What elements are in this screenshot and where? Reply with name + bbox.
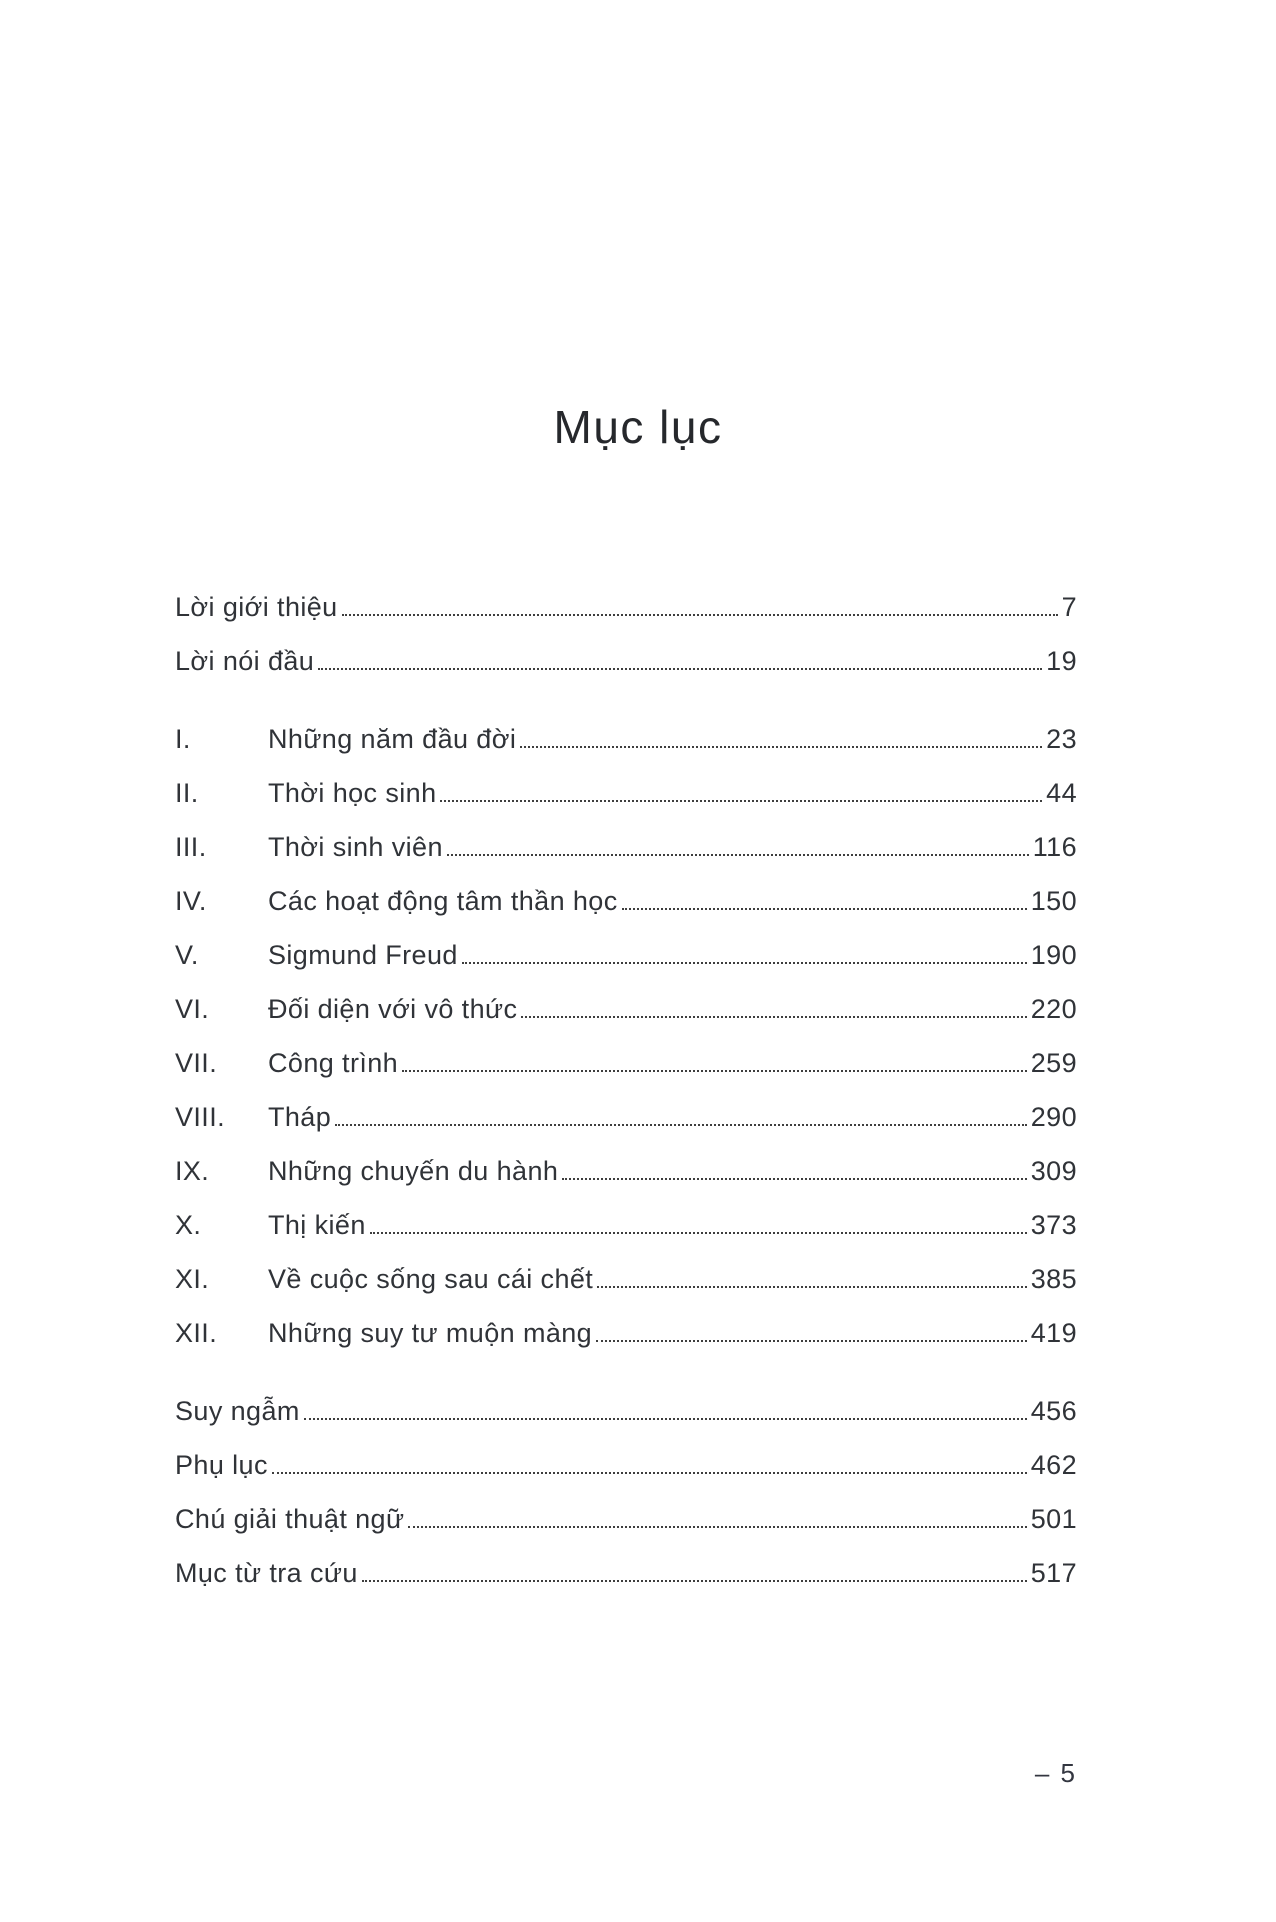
dot-leader bbox=[335, 1124, 1027, 1126]
chapter-numeral: VI. bbox=[175, 994, 210, 1025]
dot-leader bbox=[318, 668, 1042, 670]
section-back-matter bbox=[175, 1385, 1077, 1601]
section-front-matter bbox=[175, 581, 1077, 689]
dot-leader bbox=[370, 1232, 1027, 1234]
toc-entry-label: Công trình bbox=[268, 1048, 399, 1079]
toc-entry-page: 462 bbox=[1030, 1450, 1077, 1481]
toc-chapter-entry bbox=[175, 1037, 1077, 1091]
dot-leader bbox=[408, 1526, 1026, 1528]
toc-entry-label: Lời nói đầu bbox=[175, 646, 315, 677]
chapter-numeral: IV. bbox=[175, 886, 207, 917]
dot-leader bbox=[462, 962, 1027, 964]
toc-entry-page: 220 bbox=[1030, 994, 1077, 1025]
toc-entry-page: 373 bbox=[1030, 1210, 1077, 1241]
section-chapters bbox=[175, 713, 1077, 1361]
toc-entry bbox=[175, 581, 1077, 635]
chapter-numeral: XI. bbox=[175, 1264, 210, 1295]
toc-entry-page: 19 bbox=[1046, 646, 1077, 677]
chapter-numeral: VII. bbox=[175, 1048, 218, 1079]
toc-chapter-entry bbox=[175, 1199, 1077, 1253]
toc-entry-page: 259 bbox=[1030, 1048, 1077, 1079]
toc-entry-page: 290 bbox=[1030, 1102, 1077, 1133]
toc-entry bbox=[175, 1439, 1077, 1493]
toc-entry-page: 309 bbox=[1030, 1156, 1077, 1187]
toc-entry-label: Lời giới thiệu bbox=[175, 592, 338, 623]
chapter-numeral: VIII. bbox=[175, 1102, 226, 1133]
dot-leader bbox=[562, 1178, 1026, 1180]
dot-leader bbox=[520, 746, 1042, 748]
toc-entry-label: Thị kiến bbox=[268, 1210, 366, 1241]
toc-entry-page: 190 bbox=[1030, 940, 1077, 971]
toc-chapter-entry bbox=[175, 1091, 1077, 1145]
dot-leader bbox=[402, 1070, 1027, 1072]
table-of-contents bbox=[0, 581, 1276, 1601]
chapter-numeral: V. bbox=[175, 940, 199, 971]
toc-entry-page: 23 bbox=[1046, 724, 1077, 755]
toc-entry-label: Sigmund Freud bbox=[268, 940, 458, 971]
toc-entry-label: Mục từ tra cứu bbox=[175, 1558, 358, 1589]
dot-leader bbox=[596, 1340, 1027, 1342]
dot-leader bbox=[362, 1580, 1027, 1582]
toc-entry-page: 150 bbox=[1030, 886, 1077, 917]
page-title: Mục lục bbox=[553, 401, 723, 453]
toc-entry-page: 517 bbox=[1030, 1558, 1077, 1589]
dot-leader bbox=[622, 908, 1027, 910]
toc-chapter-entry bbox=[175, 1253, 1077, 1307]
toc-entry-page: 456 bbox=[1030, 1396, 1077, 1427]
toc-entry-label: Các hoạt động tâm thần học bbox=[268, 886, 618, 917]
dot-leader bbox=[597, 1286, 1027, 1288]
dot-leader bbox=[447, 854, 1029, 856]
dot-leader bbox=[342, 614, 1058, 616]
toc-chapter-entry bbox=[175, 821, 1077, 875]
chapter-numeral: X. bbox=[175, 1210, 202, 1241]
toc-entry-page: 44 bbox=[1046, 778, 1077, 809]
toc-entry-label: Về cuộc sống sau cái chết bbox=[268, 1264, 594, 1295]
dot-leader bbox=[272, 1472, 1027, 1474]
toc-entry bbox=[175, 635, 1077, 689]
toc-chapter-entry bbox=[175, 875, 1077, 929]
toc-entry bbox=[175, 1493, 1077, 1547]
toc-entry-label: Thời sinh viên bbox=[268, 832, 443, 863]
toc-chapter-entry bbox=[175, 713, 1077, 767]
toc-entry bbox=[175, 1547, 1077, 1601]
toc-chapter-entry bbox=[175, 983, 1077, 1037]
dot-leader bbox=[440, 800, 1042, 802]
toc-entry-label: Những năm đầu đời bbox=[268, 724, 517, 755]
toc-entry-page: 116 bbox=[1032, 832, 1077, 863]
toc-entry-label: Thời học sinh bbox=[268, 778, 437, 809]
chapter-numeral: II. bbox=[175, 778, 199, 809]
page-number-marker: – 5 bbox=[1034, 1758, 1077, 1788]
toc-entry-page: 385 bbox=[1030, 1264, 1077, 1295]
toc-entry-page: 419 bbox=[1030, 1318, 1077, 1349]
chapter-numeral: XII. bbox=[175, 1318, 218, 1349]
toc-entry-label: Đối diện với vô thức bbox=[268, 994, 518, 1025]
dot-leader bbox=[521, 1016, 1026, 1018]
toc-entry-label: Tháp bbox=[268, 1102, 332, 1133]
chapter-numeral: III. bbox=[175, 832, 207, 863]
toc-entry-label: Phụ lục bbox=[175, 1450, 268, 1481]
toc-entry-label: Suy ngẫm bbox=[175, 1396, 300, 1427]
toc-chapter-entry bbox=[175, 1307, 1077, 1361]
chapter-numeral: I. bbox=[175, 724, 191, 755]
toc-entry-label: Những suy tư muộn màng bbox=[268, 1318, 593, 1349]
toc-chapter-entry bbox=[175, 767, 1077, 821]
toc-chapter-entry bbox=[175, 1145, 1077, 1199]
toc-entry-page: 7 bbox=[1061, 592, 1077, 623]
toc-entry-label: Những chuyến du hành bbox=[268, 1156, 559, 1187]
chapter-numeral: IX. bbox=[175, 1156, 210, 1187]
dot-leader bbox=[304, 1418, 1027, 1420]
toc-entry-label: Chú giải thuật ngữ bbox=[175, 1504, 405, 1535]
toc-entry-page: 501 bbox=[1030, 1504, 1077, 1535]
toc-entry bbox=[175, 1385, 1077, 1439]
toc-chapter-entry bbox=[175, 929, 1077, 983]
